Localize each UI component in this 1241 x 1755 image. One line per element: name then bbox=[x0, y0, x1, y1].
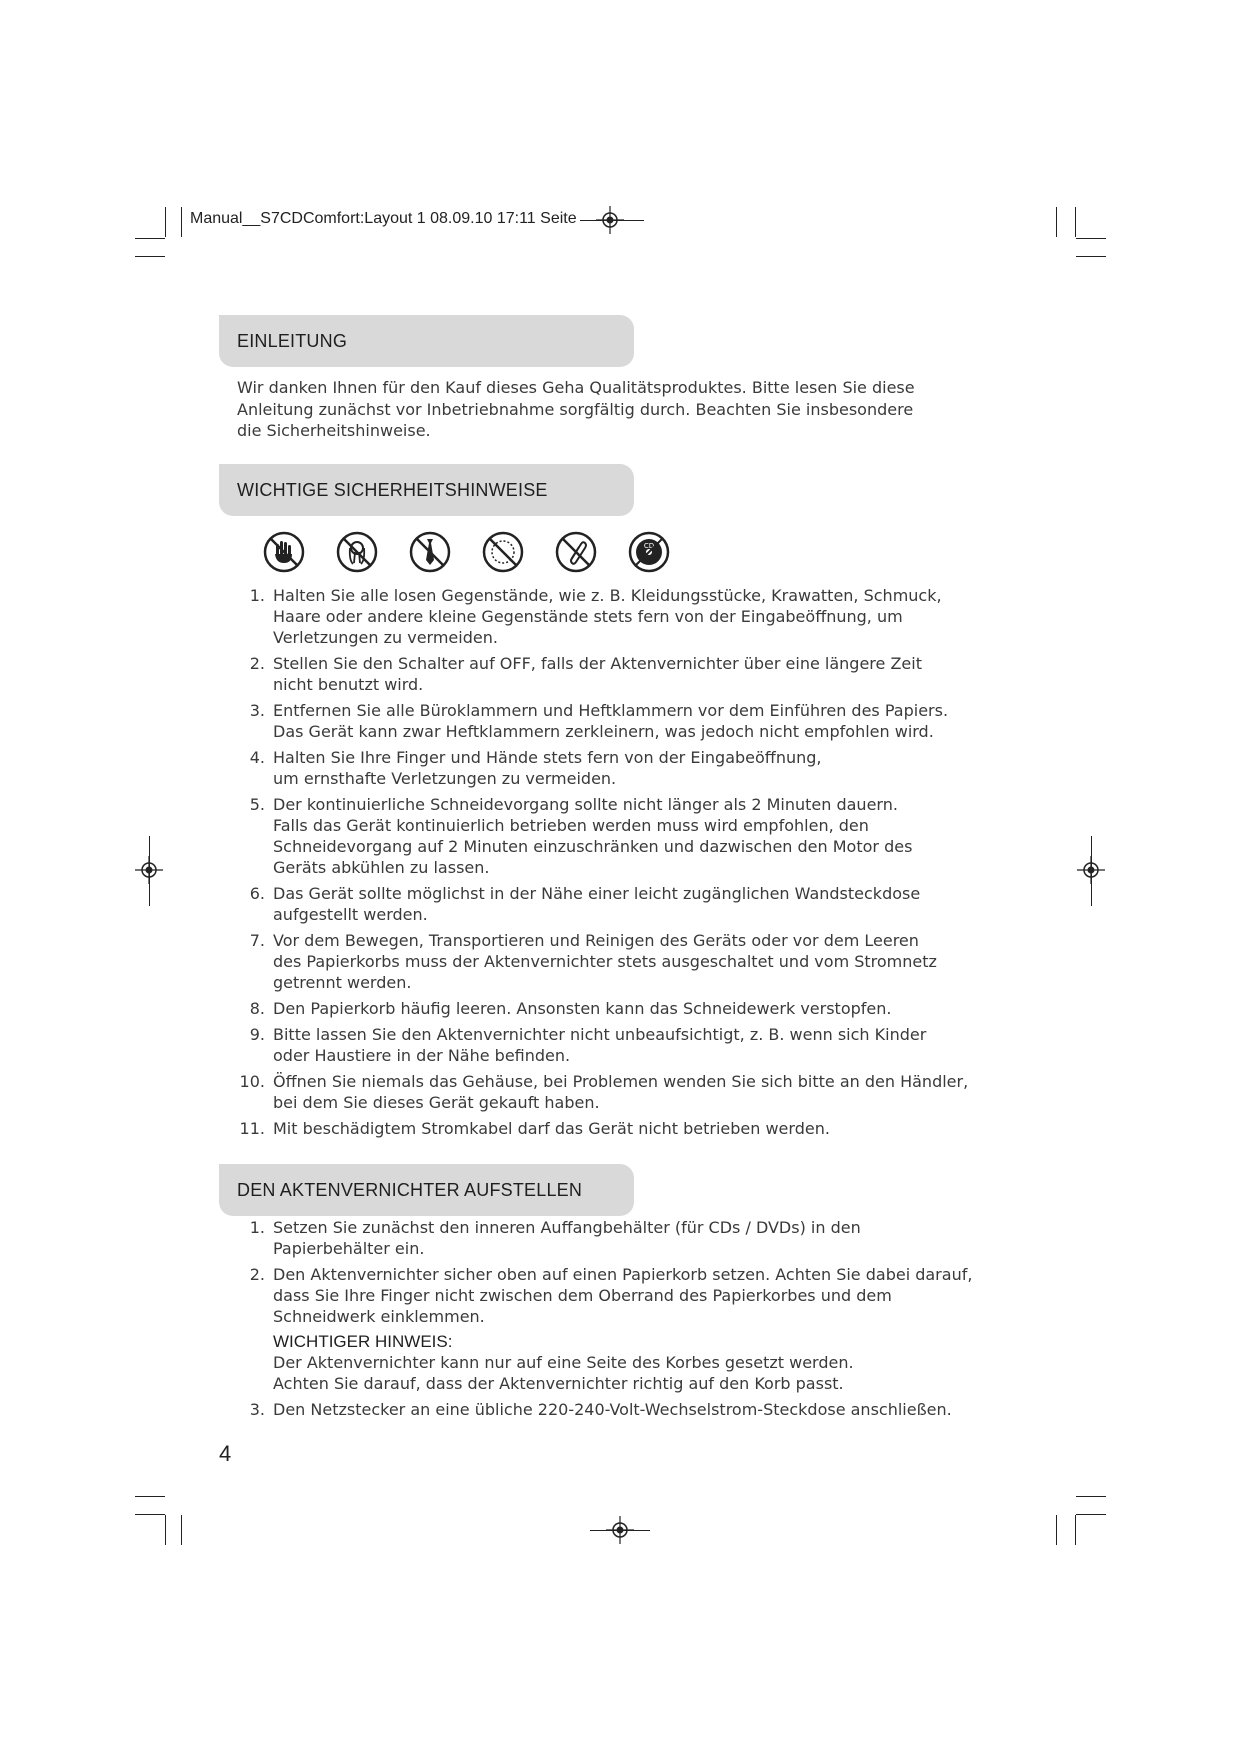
crop-mark bbox=[580, 220, 644, 221]
important-note bbox=[237, 1331, 997, 1394]
list-item-text: Halten Sie Ihre Finger und Hände stets fern von der Eingabeöffnung, um ernsthafte Verletzungen zu vermeiden. bbox=[273, 748, 822, 788]
list-item-number: 3. bbox=[249, 1400, 265, 1419]
no-hands-icon bbox=[262, 530, 306, 574]
list-item bbox=[237, 794, 997, 878]
crop-mark bbox=[135, 1514, 165, 1515]
list-item-text: Der kontinuierliche Schneidevorgang sollte nicht länger als 2 Minuten dauern. Falls das Gerät kontinuierlich betrieben werden muss wird empfohlen, den Schneidevorgang auf 2 Minuten einzuschränken und dazwischen den Motor des Geräts abkühlen zu lassen. bbox=[273, 795, 913, 877]
list-item bbox=[237, 1264, 997, 1327]
list-item bbox=[237, 1071, 997, 1113]
list-item-number: 11. bbox=[239, 1119, 265, 1138]
list-item-number: 2. bbox=[249, 654, 265, 673]
list-item bbox=[237, 930, 997, 993]
list-item bbox=[237, 883, 997, 925]
list-item-number: 9. bbox=[249, 1025, 265, 1044]
list-item-number: 1. bbox=[249, 1218, 265, 1237]
list-item bbox=[237, 1217, 997, 1259]
page-number: 4 bbox=[219, 1441, 232, 1466]
no-hair-icon bbox=[335, 530, 379, 574]
list-item-text: Stellen Sie den Schalter auf OFF, falls der Aktenvernichter über eine längere Zeit nicht benutzt wird. bbox=[273, 654, 922, 694]
list-item-number: 8. bbox=[249, 999, 265, 1018]
list-item-number: 7. bbox=[249, 931, 265, 950]
list-item-number: 2. bbox=[249, 1265, 265, 1284]
crop-mark bbox=[135, 238, 165, 239]
list-item-text: Entfernen Sie alle Büroklammern und Heftklammern vor dem Einführen des Papiers. Das Gerät kann zwar Heftklammern zerkleinern, was jedoch nicht empfohlen wird. bbox=[273, 701, 949, 741]
list-item bbox=[237, 998, 997, 1019]
crop-mark bbox=[590, 1530, 650, 1531]
intro-paragraph: Wir danken Ihnen für den Kauf dieses Geha Qualitätsproduktes. Bitte lesen Sie diese Anleitung zunächst vor Inbetriebnahme sorgfältig durch. Beachten Sie insbesondere die Sicherheitshinweise. bbox=[237, 378, 915, 440]
crop-mark bbox=[1075, 207, 1076, 237]
list-item-number: 3. bbox=[249, 701, 265, 720]
crop-mark bbox=[181, 1515, 182, 1545]
list-item bbox=[237, 585, 997, 648]
list-item-number: 10. bbox=[239, 1072, 265, 1091]
list-item bbox=[237, 653, 997, 695]
list-item-text: Halten Sie alle losen Gegenstände, wie z. B. Kleidungsstücke, Krawatten, Schmuck, Haare oder andere kleine Gegenstände stets fern von der Eingabeöffnung, um Verletzungen zu vermeiden. bbox=[273, 586, 942, 647]
safety-list bbox=[237, 585, 997, 1139]
section-header-einleitung: EINLEITUNG bbox=[219, 315, 634, 367]
crop-mark bbox=[135, 256, 165, 257]
crop-mark bbox=[1076, 256, 1106, 257]
list-item-number: 1. bbox=[249, 586, 265, 605]
no-tie-icon bbox=[408, 530, 452, 574]
crop-mark bbox=[1076, 238, 1106, 239]
no-jewelry-icon bbox=[481, 530, 525, 574]
crop-mark bbox=[1076, 1514, 1106, 1515]
list-item-text: Vor dem Bewegen, Transportieren und Reinigen des Geräts oder vor dem Leeren des Papierkorbs muss der Aktenvernichter stets ausgeschaltet und vom Stromnetz getrennt werden. bbox=[273, 931, 937, 992]
crop-mark bbox=[149, 836, 150, 906]
list-item-number: 5. bbox=[249, 795, 265, 814]
crop-mark bbox=[1056, 1515, 1057, 1545]
list-item-text: Mit beschädigtem Stromkabel darf das Gerät nicht betrieben werden. bbox=[273, 1119, 830, 1138]
list-item bbox=[237, 1118, 997, 1139]
crop-mark bbox=[165, 207, 166, 237]
slug-left-bar bbox=[181, 207, 182, 237]
crop-mark bbox=[135, 1496, 165, 1497]
list-item-text: Das Gerät sollte möglichst in der Nähe einer leicht zugänglichen Wandsteckdose aufgestellt werden. bbox=[273, 884, 921, 924]
cd-icon bbox=[627, 530, 671, 574]
list-item bbox=[237, 1024, 997, 1066]
section-header-setup: DEN AKTENVERNICHTER AUFSTELLEN bbox=[219, 1164, 634, 1216]
list-item-text: Bitte lassen Sie den Aktenvernichter nicht unbeaufsichtigt, z. B. wenn sich Kinder oder Haustiere in der Nähe befinden. bbox=[273, 1025, 927, 1065]
crop-mark bbox=[1091, 836, 1092, 906]
setup-list bbox=[237, 1217, 997, 1420]
list-item bbox=[237, 700, 997, 742]
no-paperclip-icon bbox=[554, 530, 598, 574]
crop-mark bbox=[165, 1515, 166, 1545]
list-item-text: Den Papierkorb häufig leeren. Ansonsten kann das Schneidewerk verstopfen. bbox=[273, 999, 892, 1018]
important-note-text: Der Aktenvernichter kann nur auf eine Seite des Korbes gesetzt werden. Achten Sie darauf, dass der Aktenvernichter richtig auf den Korb passt. bbox=[273, 1353, 854, 1393]
print-slug: Manual__S7CDComfort:Layout 1 08.09.10 17:11 Seite bbox=[190, 210, 577, 227]
list-item-text: Den Netzstecker an eine übliche 220-240-Volt-Wechselstrom-Steckdose anschließen. bbox=[273, 1400, 952, 1419]
list-item-text: Öffnen Sie niemals das Gehäuse, bei Problemen wenden Sie sich bitte an den Händler, bei dem Sie dieses Gerät gekauft haben. bbox=[273, 1072, 969, 1112]
crop-mark bbox=[1075, 1515, 1076, 1545]
list-item bbox=[237, 1399, 997, 1420]
list-item-text: Den Aktenvernichter sicher oben auf einen Papierkorb setzen. Achten Sie dabei darauf, dass Sie Ihre Finger nicht zwischen dem Oberrand des Papierkorbes und dem Schneidwerk einklemmen. bbox=[273, 1265, 973, 1326]
section-header-safety: WICHTIGE SICHERHEITSHINWEISE bbox=[219, 464, 634, 516]
crop-mark bbox=[1076, 1496, 1106, 1497]
list-item bbox=[237, 747, 997, 789]
list-item-number: 4. bbox=[249, 748, 265, 767]
list-item-number: 6. bbox=[249, 884, 265, 903]
list-item-text: Setzen Sie zunächst den inneren Auffangbehälter (für CDs / DVDs) in den Papierbehälter ein. bbox=[273, 1218, 861, 1258]
svg-text:CD: CD bbox=[643, 542, 655, 550]
crop-mark bbox=[1056, 207, 1057, 237]
important-note-title: WICHTIGER HINWEIS: bbox=[273, 1332, 453, 1351]
